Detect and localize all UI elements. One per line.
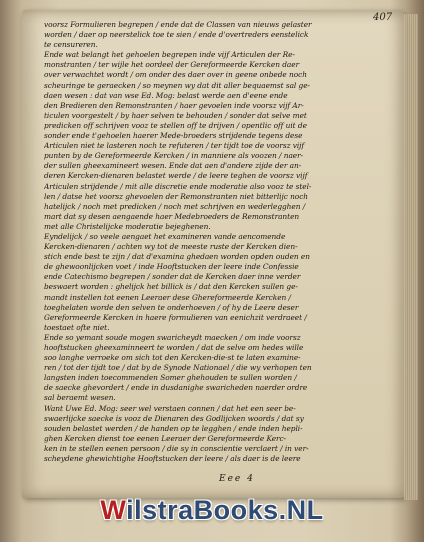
text-line: Articulen strijdende / mit alle discretie ende moderatie also vooz te stel-	[44, 181, 312, 191]
text-line: sal beraemt wesen.	[44, 393, 116, 403]
text-line: Want Uwe Ed. Mog: seer wel verstaen connen / dat het een seer be-	[44, 403, 296, 413]
text-line: beswaert worden : ghelijck het billick is / dat den Kercken sullen ge-	[44, 282, 298, 292]
text-line: Ende wat belangt het gehoelen begrepen inde vijf Articulen der Re-	[44, 50, 295, 60]
text-line: ticulen voorgestelt / by haer selven te behouden / sonder dat selve met	[44, 110, 307, 120]
text-line: de saecke ghevordert / ende in dusdanighe swaricheden naerder ordre	[44, 383, 308, 393]
text-line: worden / daer op neerstelick toe te sien / ende d'overtreders eenstelick	[44, 30, 309, 40]
watermark-suffix: .NL	[278, 495, 324, 525]
text-line: den Bredieren den Remonstranten / haer gevoelen inde voorsz vijf Ar-	[44, 100, 304, 110]
page-text-block	[44, 20, 378, 464]
text-line: stich ende best te zijn / dat d'examina ghedaen worden opden ouden en	[44, 252, 310, 262]
text-line: te censureren.	[44, 40, 98, 50]
text-line: Eyndelijck / so veele aengaet het examineren vande aencomende	[44, 231, 286, 241]
text-line: Articulen niet te lasteren noch te refuteren / ter tijdt toe de voorsz vijf	[44, 141, 305, 151]
text-line: predicken off schrijven vooz te stellen off te drijven / opentlic off uit de	[44, 120, 307, 130]
text-line: mart dat sy desen aengaende haer Medebroeders de Remonstranten	[44, 211, 300, 221]
watermark	[0, 490, 424, 530]
watermark-name: ilstraBooks	[126, 495, 279, 525]
signature-mark: Eee 4	[219, 474, 255, 484]
text-line: langsten inden toecommenden Somer ghehouden te sullen worden /	[44, 373, 297, 383]
text-line: scheuringe te geraecken / so meynen wy dat dit aller bequaemst sal ge-	[44, 80, 310, 90]
text-line: Ende so yemant soude mogen swaricheydt maecken / om inde voorsz	[44, 332, 301, 342]
text-line: Kercken-dienaren / achten wy tot de meeste ruste der Kercken dien-	[44, 242, 298, 252]
text-line: der sullen gheexamineert wesen. Ende dat aen d'andere zijde der an-	[44, 161, 302, 171]
text-line: Gereformeerde Kercken in haere formulieren van eenichzit verdraeet /	[44, 312, 307, 322]
text-line: swaerlijcke saecke is vooz de Dienaren des Godlijcken woords / dat sy	[44, 413, 304, 423]
text-line: over verwachtet wordt / om onder des daer over in geene onbede noch	[44, 70, 307, 80]
text-line: toestaet ofte niet.	[44, 322, 110, 332]
page-edge	[404, 14, 418, 500]
text-line: monstranten / ter wijle het oordeel der Gereformeerde Kercken daer	[44, 60, 300, 70]
page-number: 407	[373, 12, 393, 23]
text-line: deren Kercken-dienaren belastet werde / de leere teghen de voorsz vijf	[44, 171, 308, 181]
text-line: mandt instellen tot eenen Leeraer dese Ghereformeerde Kercken /	[44, 292, 291, 302]
watermark-initial: W	[100, 495, 127, 525]
text-line: voorsz Formulieren begrepen / ende dat de Classen van nieuws gelaster	[44, 20, 312, 29]
text-line: len / datse het voorsz ghevoelen der Remonstranten niet bitterlijc noch	[44, 191, 308, 201]
text-line: punten by de Gereformeerde Kercken / in manniere als voozen / naer-	[44, 151, 304, 161]
text-line: scheydene ghewichtighe Hooftstucken der leere / als daer is de leere	[44, 454, 301, 464]
text-line: met alle Christelijcke moderatie bejeghenen.	[44, 221, 211, 231]
text-line: toeghelaten worde den selven te onderhoeven / of hy de Leere deser	[44, 302, 299, 312]
text-line: daen wesen : dat van wse Ed. Mog: belast werde aen d'eene ende	[44, 90, 288, 100]
text-line: soo langhe verroeke om sich tot den Kercken-die-st te laten examine-	[44, 353, 301, 363]
text-line: sonder ende t'gehoelen haerer Mede-broeders strijdende tegens dese	[44, 131, 303, 141]
text-line: hatelijck / noch met predicken / noch met schrijven en wederlegghen /	[44, 201, 306, 211]
text-line: ende Catechismo begrepen / sonder dat de Kercken daer inne verder	[44, 272, 301, 282]
text-line: ken in te stellen eenen persoon / die sy in conscientie verclaert / in ver-	[44, 443, 309, 453]
text-line: souden belastet werden / de handen op te legghen / ende inden hepli-	[44, 423, 303, 433]
text-line: ghen Kercken dienst toe eenen Leeraer der Gereformeerde Kerc-	[44, 433, 287, 443]
text-line: hooftstucken gheexaminneert te worden / dat de selve om hedes wille	[44, 343, 304, 352]
text-line: de ghewoonlijcken voet / inde Hooftstucken der leere inde Confessie	[44, 262, 299, 272]
text-line: ren / tot der tijdt toe / dat by de Synode Nationael / die wy verhopen ten	[44, 363, 312, 373]
